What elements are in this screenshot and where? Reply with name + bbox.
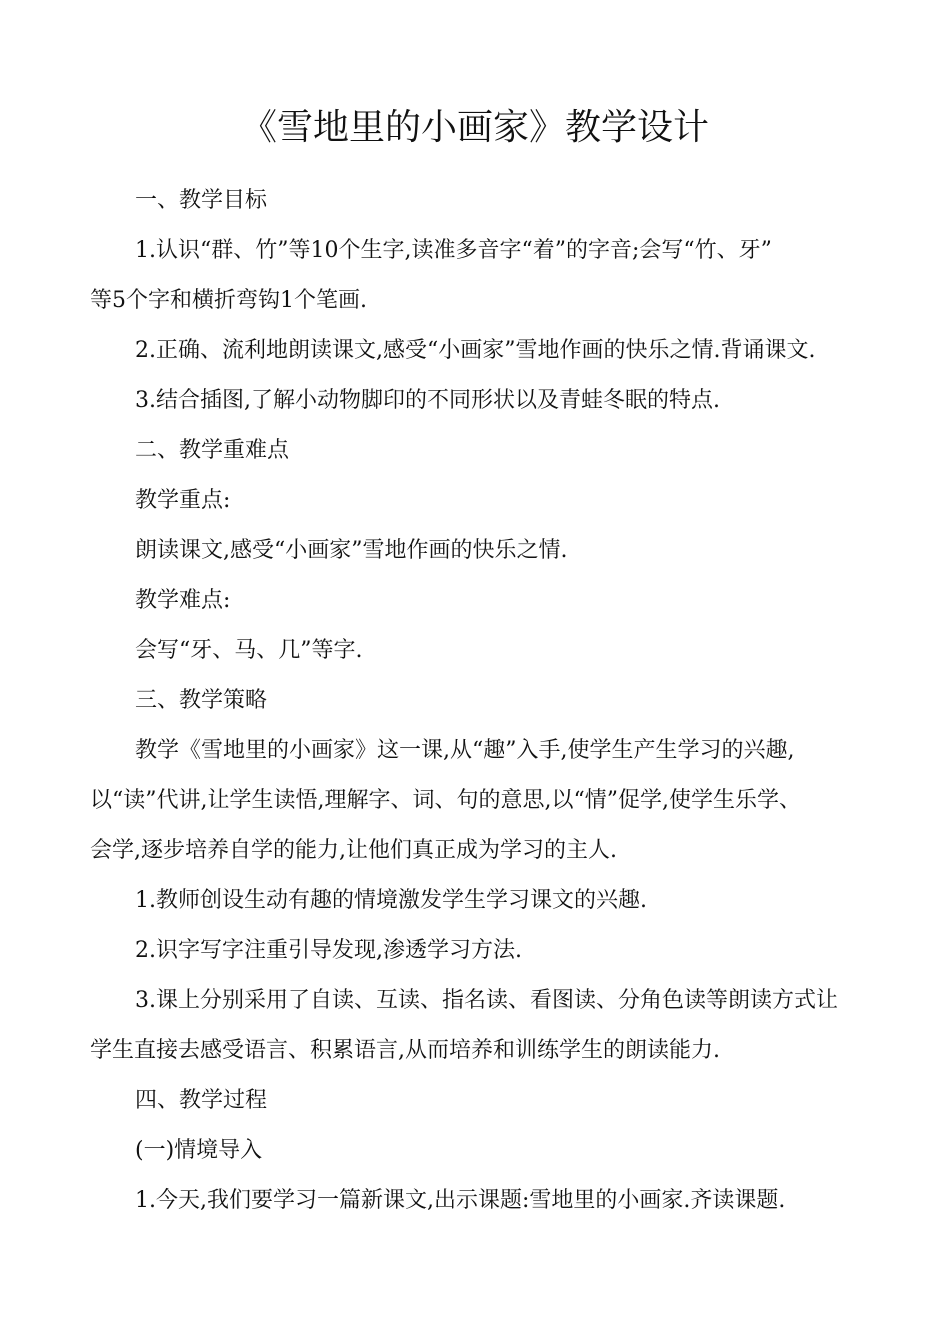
paragraph-line: 会写“牙、马、几”等字.: [135, 638, 363, 663]
paragraph-line: 1.今天,我们要学习一篇新课文,出示课题:雪地里的小画家.齐读课题.: [135, 1188, 786, 1213]
subheading-intro: (一)情境导入: [135, 1138, 263, 1163]
paragraph-line: 学生直接去感受语言、积累语言,从而培养和训练学生的朗读能力.: [90, 1038, 720, 1063]
paragraph-line: 1.认识“群、竹”等10个生字,读准多音字“着”的字音;会写“竹、牙”: [135, 238, 772, 263]
section-heading-strategy: 三、教学策略: [135, 688, 268, 713]
paragraph-line: 教学《雪地里的小画家》这一课,从“趣”入手,使学生产生学习的兴趣,: [135, 738, 795, 763]
section-heading-process: 四、教学过程: [135, 1088, 268, 1113]
paragraph-line: 会学,逐步培养自学的能力,让他们真正成为学习的主人.: [90, 838, 617, 863]
paragraph-line: 3.结合插图,了解小动物脚印的不同形状以及青蛙冬眠的特点.: [135, 388, 720, 413]
paragraph-line: 等5个字和横折弯钩1个笔画.: [90, 288, 367, 313]
section-heading-key-points: 二、教学重难点: [135, 438, 290, 463]
document-title: 《雪地里的小画家》教学设计: [240, 107, 709, 148]
subheading-difficulty: 教学难点:: [135, 588, 231, 613]
paragraph-line: 1.教师创设生动有趣的情境激发学生学习课文的兴趣.: [135, 888, 647, 913]
paragraph-line: 2.正确、流利地朗读课文,感受“小画家”雪地作画的快乐之情.背诵课文.: [135, 338, 816, 363]
subheading-key: 教学重点:: [135, 488, 231, 513]
paragraph-line: 2.识字写字注重引导发现,渗透学习方法.: [135, 938, 522, 963]
paragraph-line: 朗读课文,感受“小画家”雪地作画的快乐之情.: [135, 538, 568, 563]
section-heading-goals: 一、教学目标: [135, 188, 268, 213]
paragraph-line: 以“读”代讲,让学生读悟,理解字、词、句的意思,以“情”促学,使学生乐学、: [90, 788, 801, 813]
paragraph-line: 3.课上分别采用了自读、互读、指名读、看图读、分角色读等朗读方式让: [135, 988, 838, 1013]
